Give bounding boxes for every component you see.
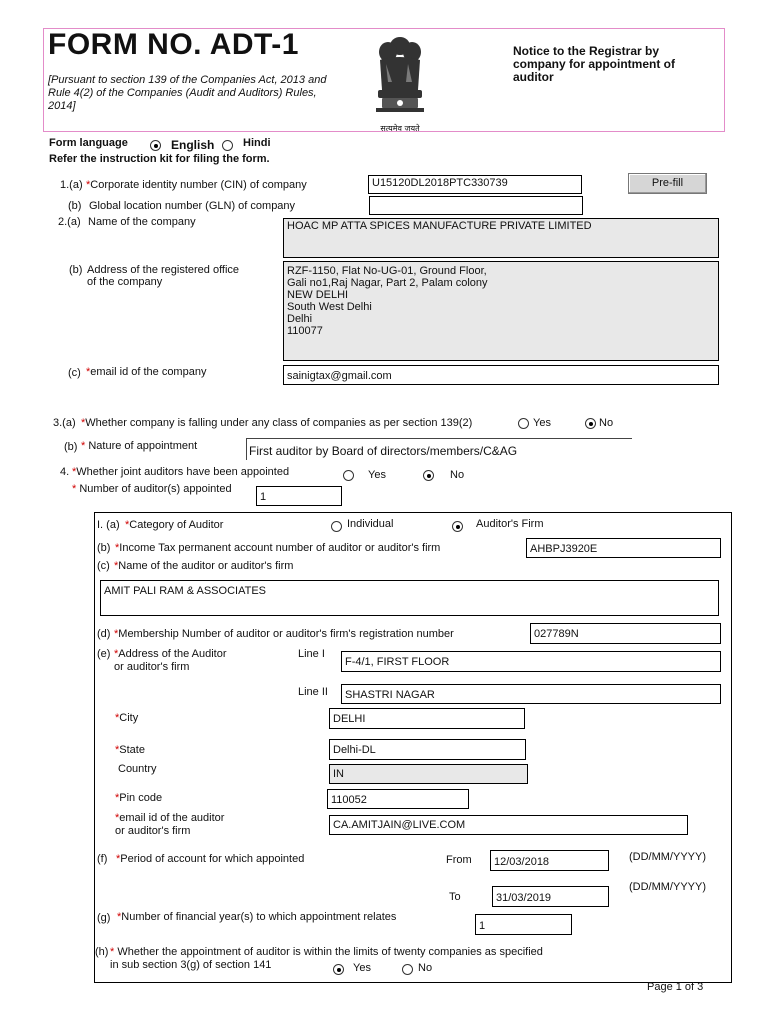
- name-prefix: (c): [97, 560, 110, 572]
- hindi-label: Hindi: [243, 137, 271, 149]
- q4-radio-yes[interactable]: [343, 470, 354, 481]
- q1b-prefix: (b): [68, 200, 82, 212]
- membership-prefix: (d): [97, 628, 111, 640]
- auditor-name-label-text: Name of the auditor or auditor's firm: [118, 560, 294, 572]
- q2b-label: Address of the registered office of the company: [87, 264, 240, 288]
- auditor-count-label-text: Number of auditor(s) appointed: [79, 483, 232, 495]
- years-prefix: (g): [97, 912, 111, 924]
- q2a-prefix: 2.(a): [58, 216, 81, 228]
- line2-label: Line II: [298, 686, 328, 698]
- q2c-label-text: email id of the company: [90, 366, 207, 378]
- q4-label: *Whether joint auditors have been appointed: [72, 466, 290, 478]
- period-label: *Period of account for which appointed: [116, 853, 305, 865]
- q1a-label-text: Corporate identity number (CIN) of company: [90, 179, 307, 191]
- company-email-field[interactable]: sainigtax@gmail.com: [283, 365, 719, 385]
- years-label: *Number of financial year(s) to which appointment relates: [117, 911, 397, 923]
- q3a-label: *Whether company is falling under any class of companies as per section 139(2): [81, 417, 473, 429]
- limit-yes-label: Yes: [353, 962, 371, 974]
- category-prefix: I. (a): [97, 519, 120, 531]
- registered-address-field[interactable]: RZF-1150, Flat No-UG-01, Ground Floor, Gali no1,Raj Nagar, Part 2, Palam colony NEW DELHI South West Delhi Delhi 110077: [283, 261, 719, 361]
- q2c-label: *email id of the company: [86, 366, 207, 378]
- page-number: Page 1 of 3: [647, 981, 704, 993]
- years-field[interactable]: 1: [475, 914, 572, 935]
- address-prefix: (e): [97, 648, 111, 660]
- q3a-prefix: 3.(a): [53, 417, 76, 429]
- q2b-prefix: (b): [69, 264, 83, 276]
- auditor-name-field[interactable]: AMIT PALI RAM & ASSOCIATES: [100, 580, 719, 616]
- q4-prefix: 4.: [60, 466, 70, 478]
- q4-no-label: No: [450, 469, 465, 481]
- gln-field[interactable]: [369, 196, 583, 215]
- city-field[interactable]: DELHI: [329, 708, 525, 729]
- category-label-text: Category of Auditor: [129, 519, 224, 531]
- pan-prefix: (b): [97, 542, 111, 554]
- city-label: *City: [115, 712, 139, 724]
- company-name-field[interactable]: HOAC MP ATTA SPICES MANUFACTURE PRIVATE LIMITED: [283, 218, 719, 258]
- country-label: Country: [118, 763, 157, 775]
- q4-radio-no[interactable]: [423, 470, 434, 481]
- q3a-label-text: Whether company is falling under any class of companies as per section 139(2): [85, 417, 473, 429]
- q3b-label: * Nature of appointment: [81, 440, 198, 452]
- auditor-address-label-text: Address of the Auditor or auditor's firm: [114, 648, 227, 673]
- national-emblem-icon: [362, 32, 438, 134]
- category-individual-label: Individual: [347, 518, 394, 530]
- period-from-field[interactable]: 12/03/2018: [490, 850, 609, 871]
- line1-label: Line I: [298, 648, 325, 660]
- period-label-text: Period of account for which appointed: [120, 853, 305, 865]
- instruction-text: Refer the instruction kit for filing the form.: [49, 153, 270, 165]
- state-label-text: State: [119, 744, 145, 756]
- auditor-address-label: *Address of the Auditor or auditor's firm: [114, 648, 227, 673]
- period-to-field[interactable]: 31/03/2019: [492, 886, 609, 907]
- pan-label: *Income Tax permanent account number of auditor or auditor's firm: [115, 542, 441, 554]
- q2c-prefix: (c): [68, 367, 81, 379]
- pin-field[interactable]: 110052: [327, 789, 469, 809]
- english-label: English: [171, 138, 215, 152]
- address-line1-field[interactable]: F-4/1, FIRST FLOOR: [341, 651, 721, 672]
- auditor-name-label: *Name of the auditor or auditor's firm: [114, 560, 294, 572]
- country-field[interactable]: IN: [329, 764, 528, 784]
- from-label: From: [446, 854, 472, 866]
- form-title: FORM NO. ADT-1: [48, 28, 299, 61]
- state-field[interactable]: Delhi-DL: [329, 739, 526, 760]
- category-firm-label: Auditor's Firm: [476, 518, 544, 530]
- q3b-prefix: (b): [64, 441, 78, 453]
- limit-label: * Whether the appointment of auditor is within the limits of twenty companies as specified in sub section 3(g) of section 141: [110, 946, 543, 971]
- from-date-format: (DD/MM/YYYY): [629, 851, 706, 863]
- pin-label: *Pin code: [115, 792, 163, 804]
- radio-english[interactable]: [150, 140, 161, 151]
- q3a-radio-no[interactable]: [585, 418, 596, 429]
- limit-no-label: No: [418, 962, 433, 974]
- q3a-no-label: No: [599, 417, 614, 429]
- nature-of-appointment-value: First auditor by Board of directors/members/C&AG: [249, 444, 518, 458]
- q4-label-text: Whether joint auditors have been appointed: [76, 466, 290, 478]
- category-radio-individual[interactable]: [331, 521, 342, 532]
- address-line2-field[interactable]: SHASTRI NAGAR: [341, 684, 721, 704]
- city-label-text: City: [119, 712, 139, 724]
- limit-label-text: Whether the appointment of auditor is within the limits of twenty companies as specified in sub section 3(g) of section 141: [110, 946, 543, 971]
- emblem-caption: सत्यमेव जयते: [380, 124, 420, 133]
- auditor-count-label: * Number of auditor(s) appointed: [72, 483, 232, 495]
- category-radio-firm[interactable]: [452, 521, 463, 532]
- q3a-yes-label: Yes: [533, 417, 551, 429]
- q3b-label-text: Nature of appointment: [88, 440, 198, 452]
- auditor-email-label-text: email id of the auditor or auditor's firm: [115, 812, 225, 837]
- cin-field[interactable]: U15120DL2018PTC330739: [368, 175, 582, 194]
- years-label-text: Number of financial year(s) to which appointment relates: [121, 911, 397, 923]
- limit-radio-yes[interactable]: [333, 964, 344, 975]
- membership-label: *Membership Number of auditor or auditor's firm's registration number: [114, 628, 454, 640]
- form-language-label: Form language: [49, 137, 128, 149]
- q1a-label: *Corporate identity number (CIN) of company: [86, 179, 307, 191]
- to-label: To: [449, 891, 461, 903]
- membership-field[interactable]: 027789N: [530, 623, 721, 644]
- category-label: *Category of Auditor: [125, 519, 224, 531]
- q4-yes-label: Yes: [368, 469, 386, 481]
- membership-label-text: Membership Number of auditor or auditor's firm's registration number: [118, 628, 454, 640]
- period-prefix: (f): [97, 853, 108, 865]
- q2a-label: Name of the company: [88, 216, 196, 228]
- limit-prefix: (h): [95, 946, 109, 958]
- auditor-email-field[interactable]: CA.AMITJAIN@LIVE.COM: [329, 815, 688, 835]
- q1a-prefix: 1.(a): [60, 179, 83, 191]
- q1b-label: Global location number (GLN) of company: [89, 200, 296, 212]
- auditor-count-field[interactable]: 1: [256, 486, 342, 506]
- notice-title: Notice to the Registrar by company for appointment of auditor: [513, 44, 675, 84]
- to-date-format: (DD/MM/YYYY): [629, 881, 706, 893]
- q3a-radio-yes[interactable]: [518, 418, 529, 429]
- auditor-email-label: *email id of the auditor or auditor's firm: [115, 812, 225, 837]
- limit-radio-no[interactable]: [402, 964, 413, 975]
- radio-hindi[interactable]: [222, 140, 233, 151]
- prefill-button[interactable]: Pre-fill: [628, 173, 707, 194]
- pursuant-text: [Pursuant to section 139 of the Companies Act, 2013 and Rule 4(2) of the Companies (Audit and Auditors) Rules, 2014]: [48, 74, 327, 112]
- state-label: *State: [115, 744, 145, 756]
- pan-label-text: Income Tax permanent account number of auditor or auditor's firm: [119, 542, 441, 554]
- pan-field[interactable]: AHBPJ3920E: [526, 538, 721, 558]
- pin-label-text: Pin code: [119, 792, 163, 804]
